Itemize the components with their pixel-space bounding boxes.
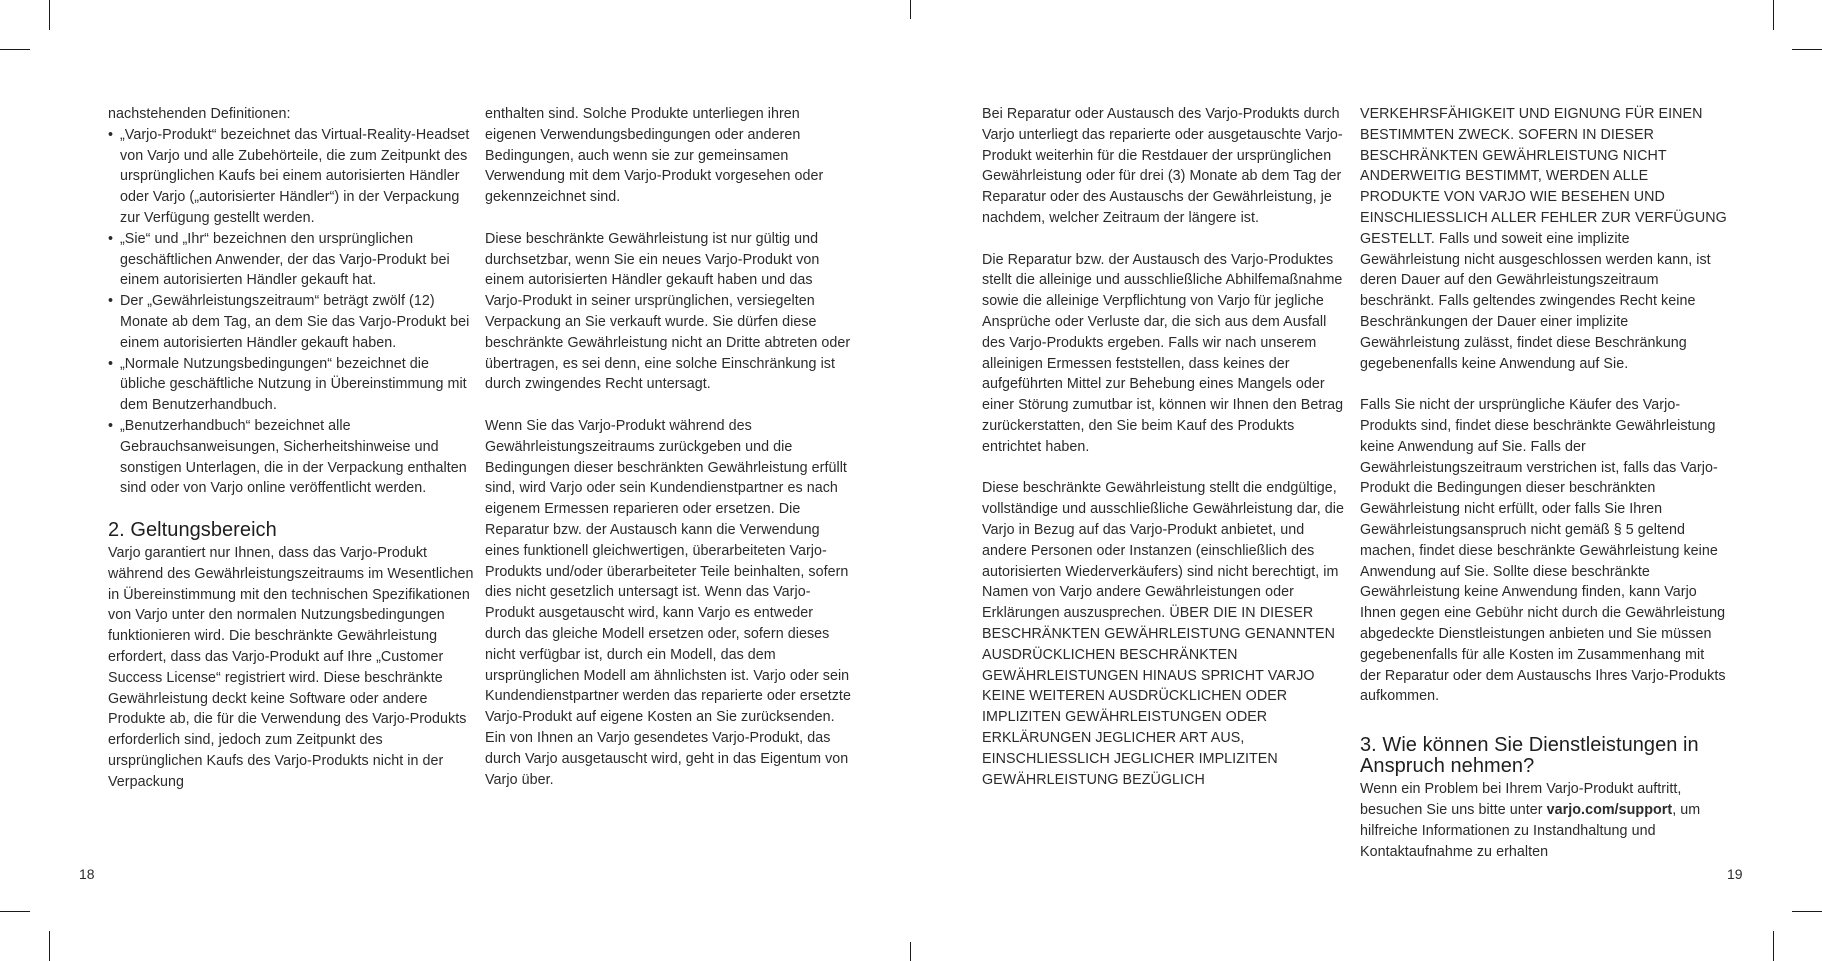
page-number-right: 19: [1727, 866, 1743, 882]
paragraph: Wenn Sie das Varjo-Produkt während des Gewährleistungszeitraums zurückgeben und die Bedingungen dieser beschränkten Gewährleistung erfüllt sind, wird Varjo oder sein Kundendienstpartner es nach eigenem Ermessen reparieren oder ersetzen. Die Reparatur bzw. der Austausch kann die Verwendung eines funktionell gleichwertigen, überarbeiteten Varjo-Produkts und/oder überarbeiteter Teile beinhalten, sofern dies nicht gesetzlich untersagt ist. Wenn das Varjo-Produkt ausgetauscht wird, kann Varjo es entweder durch das gleiche Modell ersetzen oder, sofern dieses nicht verfügbar ist, durch ein Modell, das dem ursprünglichen Modell am ähnlichsten ist. Varjo oder sein Kundendienstpartner werden das reparierte oder ersetzte Varjo-Produkt auf eigene Kosten an Sie zurücksenden. Ein von Ihnen an Varjo gesendetes Varjo-Produkt, das durch Varjo ausgetauscht wird, geht in das Eigentum von Varjo über.: [485, 417, 851, 788]
definition-item: • „Benutzerhandbuch“ bezeichnet alle Gebrauchsanweisungen, Sicherheitshinweise und sonstigen Unterlagen, die in der Verpackung enthalten sind oder von Varjo online veröffentlicht werden.: [108, 416, 476, 499]
definitions-list: [108, 125, 476, 499]
definition-item: • „Varjo-Produkt“ bezeichnet das Virtual-Reality-Headset von Varjo und alle Zubehörteile, die zum Zeitpunkt des ursprünglichen Kaufs bei einem autorisierten Händler oder Varjo („autorisierter Händler“) in der Verpackung zur Verfügung gestellt werden.: [108, 125, 476, 229]
crop-mark: [1792, 49, 1822, 50]
paragraph: [1360, 779, 1728, 862]
paragraph: enthalten sind. Solche Produkte unterliegen ihren eigenen Verwendungsbedingungen oder anderen Bedingungen, auch wenn sie zur gemeinsamen Verwendung mit dem Varjo-Produkt vorgesehen oder gekennzeichnet sind.: [485, 106, 824, 206]
crop-mark: [910, 942, 911, 961]
support-link[interactable]: varjo.com/support: [1546, 801, 1673, 818]
definition-item: • Der „Gewährleistungszeitraum“ beträgt zwölf (12) Monate ab dem Tag, an dem Sie das Varjo-Produkt bei einem autorisierten Händler gekauft haben.: [108, 291, 476, 353]
right-page-column-1: [982, 104, 1350, 811]
paragraph: Falls Sie nicht der ursprüngliche Käufer des Varjo-Produkts sind, findet diese beschränkte Gewährleistung keine Anwendung auf Sie. Falls der Gewährleistungszeitraum verstrichen ist, falls das Varjo-Produkt die Bedingungen dieser beschränkten Gewährleistung nicht erfüllt, oder falls Sie Ihren Gewährleistungsanspruch nicht gemäß § 5 geltend machen, findet diese beschränkte Gewährleistung keine Anwendung auf Sie. Sollte diese beschränkte Gewährleistung keine Anwendung finden, kann Varjo Ihnen gegen eine Gebühr nicht durch die Gewährleistung abgedeckte Dienstleistungen anbieten und Sie müssen gegebenenfalls für alle Kosten im Zusammenhang mit der Reparatur oder dem Austauschs Ihres Varjo-Produkts aufkommen.: [1360, 397, 1726, 705]
crop-mark: [1773, 0, 1774, 30]
paragraph: Bei Reparatur oder Austausch des Varjo-Produkts durch Varjo unterliegt das reparierte oder ausgetauschte Varjo-Produkt weiterhin für die Restdauer der ursprünglichen Gewährleistung oder für drei (3) Monate ab dem Tag der Reparatur oder des Austauschs der Gewährleistung, je nachdem, welcher Zeitraum der längere ist.: [982, 106, 1343, 226]
paragraph: Diese beschränkte Gewährleistung ist nur gültig und durchsetzbar, wenn Sie ein neues Varjo-Produkt von einem autorisierten Händler gekauft haben und das Varjo-Produkt in seiner ursprünglichen, versiegelten Verpackung an Sie verkauft wurde. Sie dürfen diese beschränkte Gewährleistung nicht an Dritte abtreten oder übertragen, es sei denn, eine solche Einschränkung ist durch zwingendes Recht untersagt.: [485, 230, 851, 393]
crop-mark: [0, 49, 30, 50]
section-heading-dienstleistungen: 3. Wie können Sie Dienstleistungen in Anspruch nehmen?: [1360, 734, 1699, 778]
crop-mark: [1792, 911, 1822, 912]
definitions-intro: nachstehenden Definitionen:: [108, 106, 291, 122]
paragraph-text: , um hilfreiche Informationen zu Instandhaltung und Kontaktaufnahme zu erhalten: [1360, 801, 1701, 860]
paragraph: VERKEHRSFÄHIGKEIT UND EIGNUNG FÜR EINEN BESTIMMTEN ZWECK. SOFERN IN DIESER BESCHRÄNKTEN GEWÄHRLEISTUNG NICHT ANDERWEITIG BESTIMMT, WERDEN ALLE PRODUKTE VON VARJO WIE BESEHEN UND EINSCHLIESSLICH ALLER FEHLER ZUR VERFÜGUNG GESTELLT. Falls und soweit eine implizite Gewährleistung nicht ausgeschlossen werden kann, ist deren Dauer auf den Gewährleistungszeitraum beschränkt. Falls geltendes zwingendes Recht keine Beschränkungen der Dauer einer implizite Gewährleistung zulässt, findet diese Beschränkung gegebenenfalls keine Anwendung auf Sie.: [1360, 106, 1727, 372]
page-number-left: 18: [79, 866, 95, 882]
crop-mark: [49, 931, 50, 961]
paragraph-text: Wenn ein Problem bei Ihrem Varjo-Produkt auftritt, besuchen Sie uns bitte unter: [1360, 781, 1682, 818]
crop-mark: [910, 0, 911, 19]
definition-item: • „Normale Nutzungsbedingungen“ bezeichnet die übliche geschäftliche Nutzung in Übereinstimmung mit dem Benutzerhandbuch.: [108, 354, 476, 416]
paragraph: Diese beschränkte Gewährleistung stellt die endgültige, vollständige und ausschließliche Gewährleistung dar, die Varjo in Bezug auf das Varjo-Produkt anbietet, und andere Personen oder Instanzen (einschließlich des autorisierten Wiederverkäufers) sind nicht berechtigt, im Namen von Varjo andere Gewährleistungen oder Erklärungen auszusprechen. ÜBER DIE IN DIESER BESCHRÄNKTEN GEWÄHRLEISTUNG GENANNTEN AUSDRÜCKLICHEN BESCHRÄNKTEN GEWÄHRLEISTUNGEN HINAUS SPRICHT VARJO KEINE WEITEREN AUSDRÜCKLICHEN ODER IMPLIZITEN GEWÄHRLEISTUNGEN ODER ERKLÄRUNGEN JEGLICHER ART AUS, EINSCHLIESSLICH JEGLICHER IMPLIZITEN GEWÄHRLEISTUNG BEZÜGLICH: [982, 480, 1345, 788]
paragraph: Varjo garantiert nur Ihnen, dass das Varjo-Produkt während des Gewährleistungszeitraums im Wesentlichen in Übereinstimmung mit den technischen Spezifikationen von Varjo unter den normalen Nutzungsbedingungen funktionieren wird. Die beschränkte Gewährleistung erfordert, dass das Varjo-Produkt auf Ihre „Customer Success License“ registriert wird. Diese beschränkte Gewährleistung deckt keine Software oder andere Produkte ab, die für die Verwendung des Varjo-Produkts erforderlich sind, jedoch zum Zeitpunkt des ursprünglichen Kaufs des Varjo-Produkts nicht in der Verpackung: [108, 544, 474, 790]
right-page-column-2: [1360, 104, 1728, 883]
paragraph: Die Reparatur bzw. der Austausch des Varjo-Produktes stellt die alleinige und ausschließliche Abhilfemaßnahme sowie die alleinige Verpflichtung von Varjo für jegliche Ansprüche oder Verluste dar, die sich aus dem Ausfall des Varjo-Produkts ergeben. Falls wir nach unserem alleinigen Ermessen feststellen, dass keines der aufgeführten Mittel zur Behebung eines Mangels oder einer Störung zumutbar ist, können wir Ihnen den Betrag zurückerstatten, den Sie beim Kauf des Produkts entrichtet haben.: [982, 251, 1344, 455]
crop-mark: [1773, 931, 1774, 961]
left-page-column-2: [485, 104, 853, 811]
crop-mark: [0, 911, 30, 912]
crop-mark: [49, 0, 50, 30]
section-heading-geltungsbereich: 2. Geltungsbereich: [108, 518, 277, 541]
definition-item: • „Sie“ und „Ihr“ bezeichnen den ursprünglichen geschäftlichen Anwender, der das Varjo-Produkt bei einem autorisierten Händler gekauft hat.: [108, 229, 476, 291]
left-page-column-1: [108, 104, 476, 813]
